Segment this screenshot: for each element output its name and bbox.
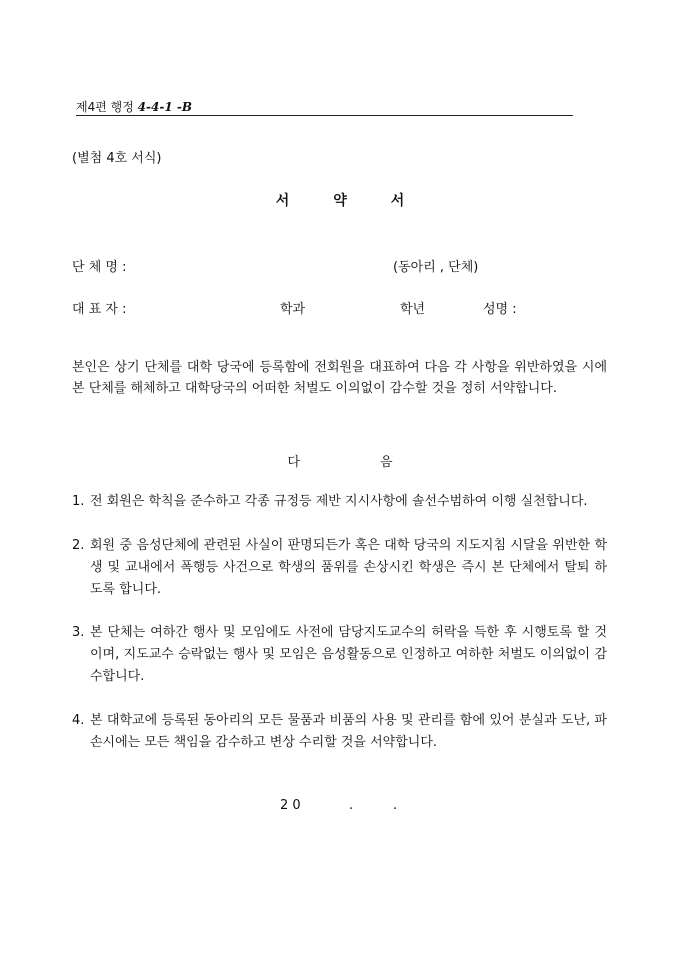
- header-rule: [76, 115, 573, 116]
- document-title: [0, 190, 680, 210]
- group-type-hint: (동아리 , 단체): [393, 260, 479, 275]
- date-dot-2: .: [393, 798, 398, 813]
- item-text: 본 단체는 여하간 행사 및 모임에도 사전에 담당지도교수의 허락을 득한 후 시행토록 할 것이며, 지도교수 승락없는 행사 및 모임은 음성활동으로 인정하고 여하한 처벌도 이의없이 감수합니다.: [90, 625, 608, 684]
- section-char-1: 다: [287, 455, 300, 470]
- list-item: [72, 491, 607, 513]
- section-char-2: 음: [380, 455, 393, 470]
- date-dot-1: .: [349, 798, 354, 813]
- list-item: [72, 622, 607, 688]
- department-label: 학과: [280, 302, 306, 317]
- item-number: 4.: [72, 713, 85, 728]
- intro-paragraph: 본인은 상기 단체를 대학 당국에 등록함에 전회원을 대표하여 다음 각 사항을 위반하였을 시에 본 단체를 해체하고 대학당국의 어떠한 처벌도 이의없이 감수할 것을 정히 서약합니다.: [72, 360, 607, 396]
- item-text: 본 대학교에 등록된 동아리의 모든 물품과 비품의 사용 및 관리를 함에 있어 분실과 도난, 파손시에는 모든 책임을 감수하고 변상 수리할 것을 서약합니다.: [90, 713, 607, 750]
- item-number: 1.: [72, 494, 85, 509]
- item-text: 전 회원은 학칙을 준수하고 각종 규정등 제반 지시사항에 솔선수범하여 이행 실천합니다.: [90, 494, 588, 509]
- year-label: 학년: [400, 302, 426, 317]
- section-heading: [0, 451, 680, 470]
- title-char-2: 약: [333, 193, 347, 209]
- date-year-prefix: 2 0: [280, 798, 301, 813]
- header-label: 제4편 행정: [76, 100, 134, 114]
- title-char-1: 서: [275, 193, 290, 209]
- name-label: 성명 :: [483, 302, 517, 317]
- list-item: [72, 710, 607, 754]
- form-label: (별첨 4호 서식): [72, 151, 162, 166]
- item-number: 3.: [72, 625, 85, 640]
- title-char-3: 서: [390, 193, 405, 209]
- representative-label: 대 표 자 :: [72, 302, 127, 317]
- item-number: 2.: [72, 538, 85, 553]
- header-code: 4-4-1 -B: [137, 100, 192, 114]
- page-header: [76, 98, 192, 115]
- item-text: 회원 중 음성단체에 관련된 사실이 판명되든가 혹은 대학 당국의 지도지침 시달을 위반한 학생 및 교내에서 폭행등 사건으로 학생의 품위를 손상시킨 학생은 즉시 본 단체에서 탈퇴 하도록 합니다.: [90, 538, 607, 597]
- group-name-label: 단 체 명 :: [72, 260, 127, 275]
- list-item: [72, 535, 607, 601]
